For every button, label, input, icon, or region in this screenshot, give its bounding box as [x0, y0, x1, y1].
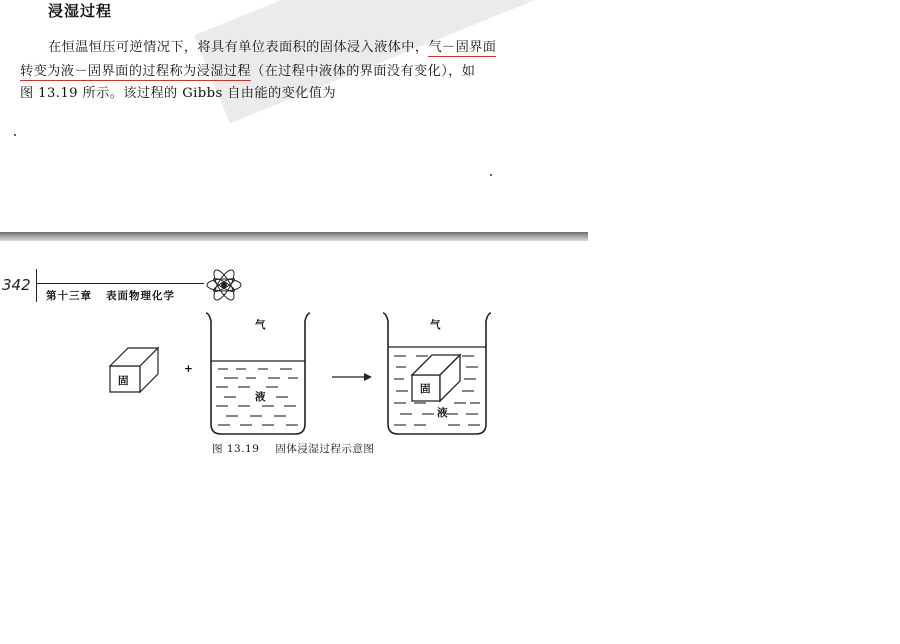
section-heading: 浸湿过程: [48, 2, 113, 20]
line2-plain-text: （在过程中液体的界面没有变化），如: [251, 64, 476, 79]
line1-underlined-text: 气－固界面: [428, 40, 497, 55]
paragraph-line-1: [48, 36, 496, 55]
immersed-solid-label: 固: [420, 383, 431, 395]
liquid-label: 液: [437, 407, 448, 419]
scan-speck: [490, 174, 492, 176]
line2-underlined-text: 转变为液－固界面的过程称为浸湿过程: [20, 64, 251, 79]
caption-text: 固体浸湿过程示意图: [275, 443, 375, 455]
caption-number: 图 13.19: [212, 443, 260, 455]
gas-label: 气: [255, 319, 266, 331]
line1-plain-text: 在恒温恒压可逆情况下，将具有单位表面积的固体浸入液体中，: [48, 40, 429, 55]
figure-caption: [212, 441, 374, 456]
solid-block: [110, 348, 158, 392]
beaker-with-immersed-solid: [383, 313, 491, 434]
plus-sign: +: [184, 363, 193, 375]
gas-label: 气: [430, 319, 441, 331]
liquid-label: 液: [255, 391, 266, 403]
paragraph-line-3: 图 13.19 所示。该过程的 Gibbs 自由能的变化值为: [20, 86, 336, 101]
upper-page: [0, 0, 588, 232]
lower-page: [0, 241, 588, 491]
page-divider: [0, 232, 588, 241]
solid-label: 固: [118, 375, 129, 387]
chapter-name: 表面物理化学: [106, 290, 175, 302]
page-number: 342: [2, 276, 31, 294]
immersed-solid-block: [412, 355, 460, 401]
beaker-liquid-only: [206, 313, 310, 434]
reaction-arrow: [332, 373, 372, 381]
chapter-number: 第十三章: [46, 290, 92, 302]
scan-speck: [14, 134, 16, 136]
paragraph-line-2: [20, 60, 475, 79]
